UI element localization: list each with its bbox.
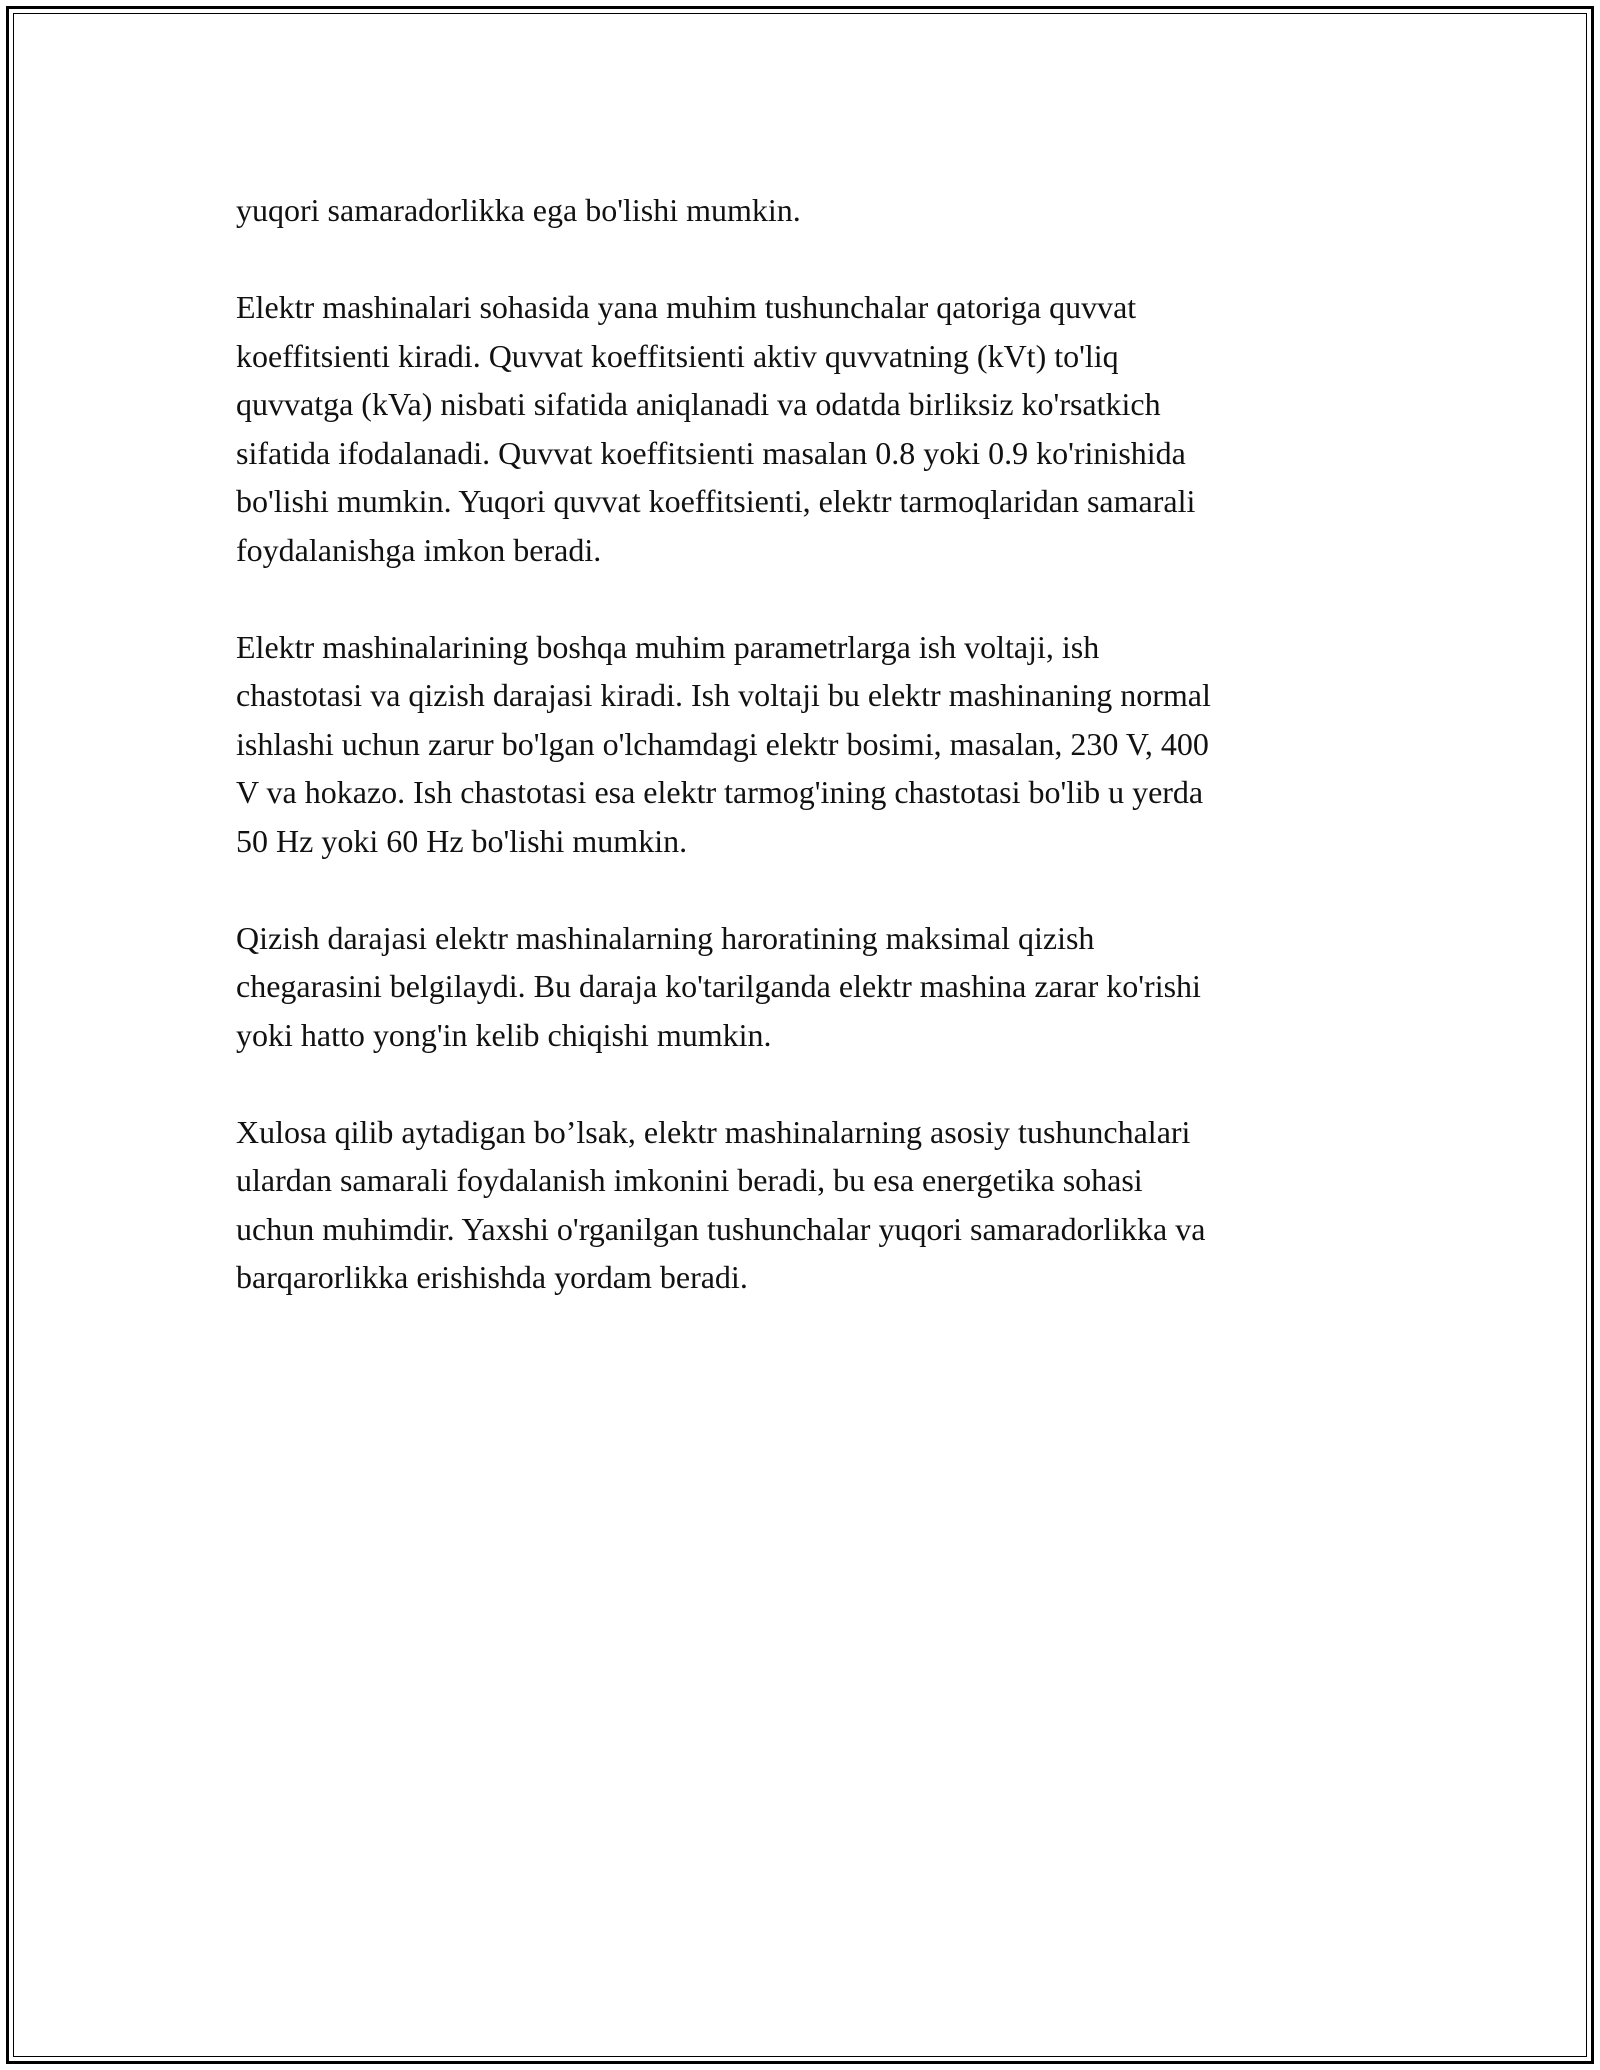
text-line: chastotasi va qizish darajasi kiradi. Ish voltaji bu elektr mashinaning normal — [236, 677, 1211, 713]
text-line: 50 Hz yoki 60 Hz bo'lishi mumkin. — [236, 822, 688, 859]
text-line: Qizish darajasi elektr mashinalarning haroratining maksimal qizish — [236, 919, 1095, 956]
text-line: yuqori samaradorlikka ega bo'lishi mumkin. — [236, 192, 801, 228]
text-line: ulardan samarali foydalanish imkonini beradi, bu esa energetika sohasi — [236, 1162, 1143, 1198]
text-line: Xulosa qilib aytadigan bo’lsak, elektr mashinalarning asosiy tushunchalari — [236, 1113, 1191, 1150]
paragraph-1 — [236, 186, 1366, 235]
text-line: quvvatga (kVa) nisbati sifatida aniqlanadi va odatda birliksiz ko'rsatkich — [236, 386, 1161, 422]
text-line: chegarasini belgilaydi. Bu daraja ko'tarilganda elektr mashina zarar ko'rishi — [236, 968, 1201, 1004]
text-line: sifatida ifodalanadi. Quvvat koeffitsienti masalan 0.8 yoki 0.9 ko'rinishida — [236, 434, 1186, 471]
paragraph-2 — [236, 283, 1366, 574]
document-body — [236, 186, 1366, 1350]
paragraph-4 — [236, 914, 1366, 1060]
text-line: Elektr mashinalari sohasida yana muhim tushunchalar qatoriga quvvat — [236, 289, 1137, 325]
text-line: yoki hatto yong'in kelib chiqishi mumkin. — [236, 1016, 772, 1053]
text-line: V va hokazo. Ish chastotasi esa elektr tarmog'ining chastotasi bo'lib u yerda — [236, 774, 1204, 810]
text-line: uchun muhimdir. Yaxshi o'rganilgan tushunchalar yuqori samaradorlikka va — [236, 1210, 1206, 1247]
paragraph-3 — [236, 623, 1366, 866]
text-line: ishlashi uchun zarur bo'lgan o'lchamdagi elektr bosimi, masalan, 230 V, 400 — [236, 725, 1209, 762]
text-line: bo'lishi mumkin. Yuqori quvvat koeffitsienti, elektr tarmoqlaridan samarali — [236, 483, 1196, 519]
paragraph-5 — [236, 1108, 1366, 1302]
text-line: Elektr mashinalarining boshqa muhim parametrlarga ish voltaji, ish — [236, 628, 1100, 665]
text-line: barqarorlikka erishishda yordam beradi. — [236, 1259, 748, 1295]
text-line: koeffitsienti kiradi. Quvvat koeffitsienti aktiv quvvatning (kVt) to'liq — [236, 337, 1119, 374]
text-line: foydalanishga imkon beradi. — [236, 531, 602, 568]
